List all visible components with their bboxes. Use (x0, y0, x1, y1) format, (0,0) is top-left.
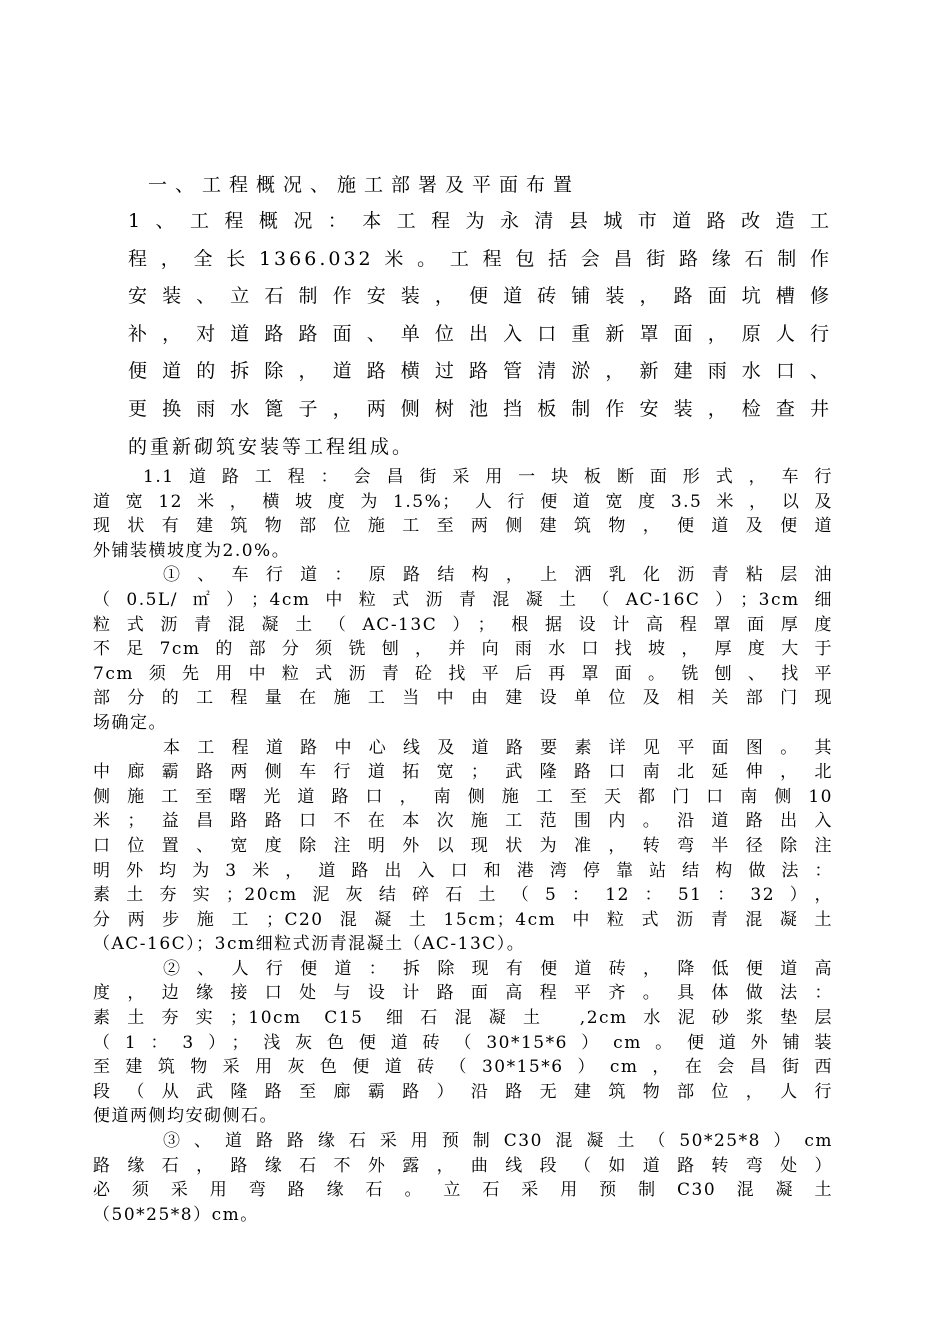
text-line: 程，全长1366.032米。工程包括会昌街路缘石制作 (128, 247, 832, 270)
text-line: 侧施工至曙光道路口，南侧施工至天都门口南侧10 (93, 786, 833, 807)
text-line: 1、工程概况：本工程为永清县城市道路改造工 (128, 210, 832, 232)
text-line: 的重新砌筑安装等工程组成。 (128, 435, 415, 458)
text-line: 口位置、宽度除注明外以现状为准，转弯半径除注 (93, 835, 833, 856)
text-line: （1：3）；浅灰色便道砖（30*15*6）cm。便道外铺装 (93, 1032, 833, 1053)
text-line: 便道的拆除，道路横过路管清淤，新建雨水口、 (128, 360, 832, 383)
text-line: ②、人行便道：拆除现有便道砖，降低便道高 (163, 958, 833, 979)
text-line: 更换雨水篦子，两侧树池挡板制作安装，检查井 (128, 397, 832, 420)
text-line: 明外均为3米，道路出入口和港湾停靠站结构做法： (93, 860, 833, 881)
road-engineering-body (93, 465, 833, 1227)
text-line: 路缘石，路缘石不外露，曲线段（如道路转弯处） (93, 1155, 833, 1176)
section-heading: 一、工程概况、施工部署及平面布置 (148, 174, 581, 196)
text-line: 必须采用弯路缘石。立石采用预制C30混凝土 (93, 1180, 833, 1201)
paragraph-road-works (93, 465, 833, 490)
text-line: 段（从武隆路至廊霸路）沿路无建筑物部位，人行 (93, 1081, 833, 1102)
text-line: 便道两侧均安砌侧石。 (93, 1106, 278, 1127)
text-line: （50*25*8）cm。 (93, 1204, 259, 1225)
text-line: 部分的工程量在施工当中由建设单位及相关部门现 (93, 688, 833, 709)
text-line: 安装、立石制作安装，便道砖铺装，路面坑槽修 (128, 285, 832, 308)
text-line: （0.5L/㎡）；4cm中粒式沥青混凝土（AC-16C）；3cm细 (93, 589, 833, 610)
project-overview-paragraph (128, 203, 832, 466)
paragraph-carriageway (93, 563, 833, 588)
text-line: 素土夯实；10cm C15 细石混凝土 ,2cm水泥砂浆垫层 (93, 1008, 833, 1029)
text-line: 场确定。 (93, 712, 167, 733)
text-line: ①、车行道：原路结构，上洒乳化沥青粘层油 (163, 565, 833, 586)
text-line: 补，对道路路面、单位出入口重新罩面，原人行 (128, 322, 832, 345)
paragraph-sidewalk (93, 957, 833, 982)
text-line: 不足7cm的部分须铣刨，并向雨水口找坡，厚度大于 (93, 639, 833, 660)
paragraph-curbstone (93, 1129, 833, 1154)
text-line: 1.1道路工程：会昌街采用一块板断面形式，车行 (143, 467, 833, 487)
text-line: 中廊霸路两侧车行道拓宽；武隆路口南北延伸，北 (93, 762, 833, 783)
text-line: 粒式沥青混凝土（AC-13C）；根据设计高程罩面厚度 (93, 614, 833, 635)
text-line: 7cm须先用中粒式沥青砼找平后再罩面。铣刨、找平 (93, 663, 833, 684)
text-line: 道宽12米，横坡度为1.5%；人行便道宽度3.5米，以及 (93, 491, 833, 512)
text-line: 至建筑物采用灰色便道砖（30*15*6）cm，在会昌街西 (93, 1057, 833, 1078)
text-line: 现状有建筑物部位施工至两侧建筑物，便道及便道 (93, 516, 833, 537)
text-line: 素土夯实；20cm泥灰结碎石土（5：12：51：32）， (93, 885, 833, 906)
text-line: （AC-16C）；3cm细粒式沥青混凝土（AC-13C）。 (93, 934, 526, 955)
text-line: 度，边缘接口处与设计路面高程平齐。具体做法： (93, 983, 833, 1004)
text-line: 米；益昌路路口不在本次施工范围内。沿道路出入 (93, 811, 833, 832)
text-line: 本工程道路中心线及道路要素详见平面图。其 (163, 737, 833, 758)
paragraph-centerline (93, 736, 833, 761)
text-line: 分两步施工；C20混凝土15cm；4cm中粒式沥青混凝土 (93, 909, 833, 930)
text-line: ③、道路路缘石采用预制C30混凝土（50*25*8）cm (163, 1131, 833, 1152)
text-line: 外铺装横坡度为2.0%。 (93, 540, 291, 561)
